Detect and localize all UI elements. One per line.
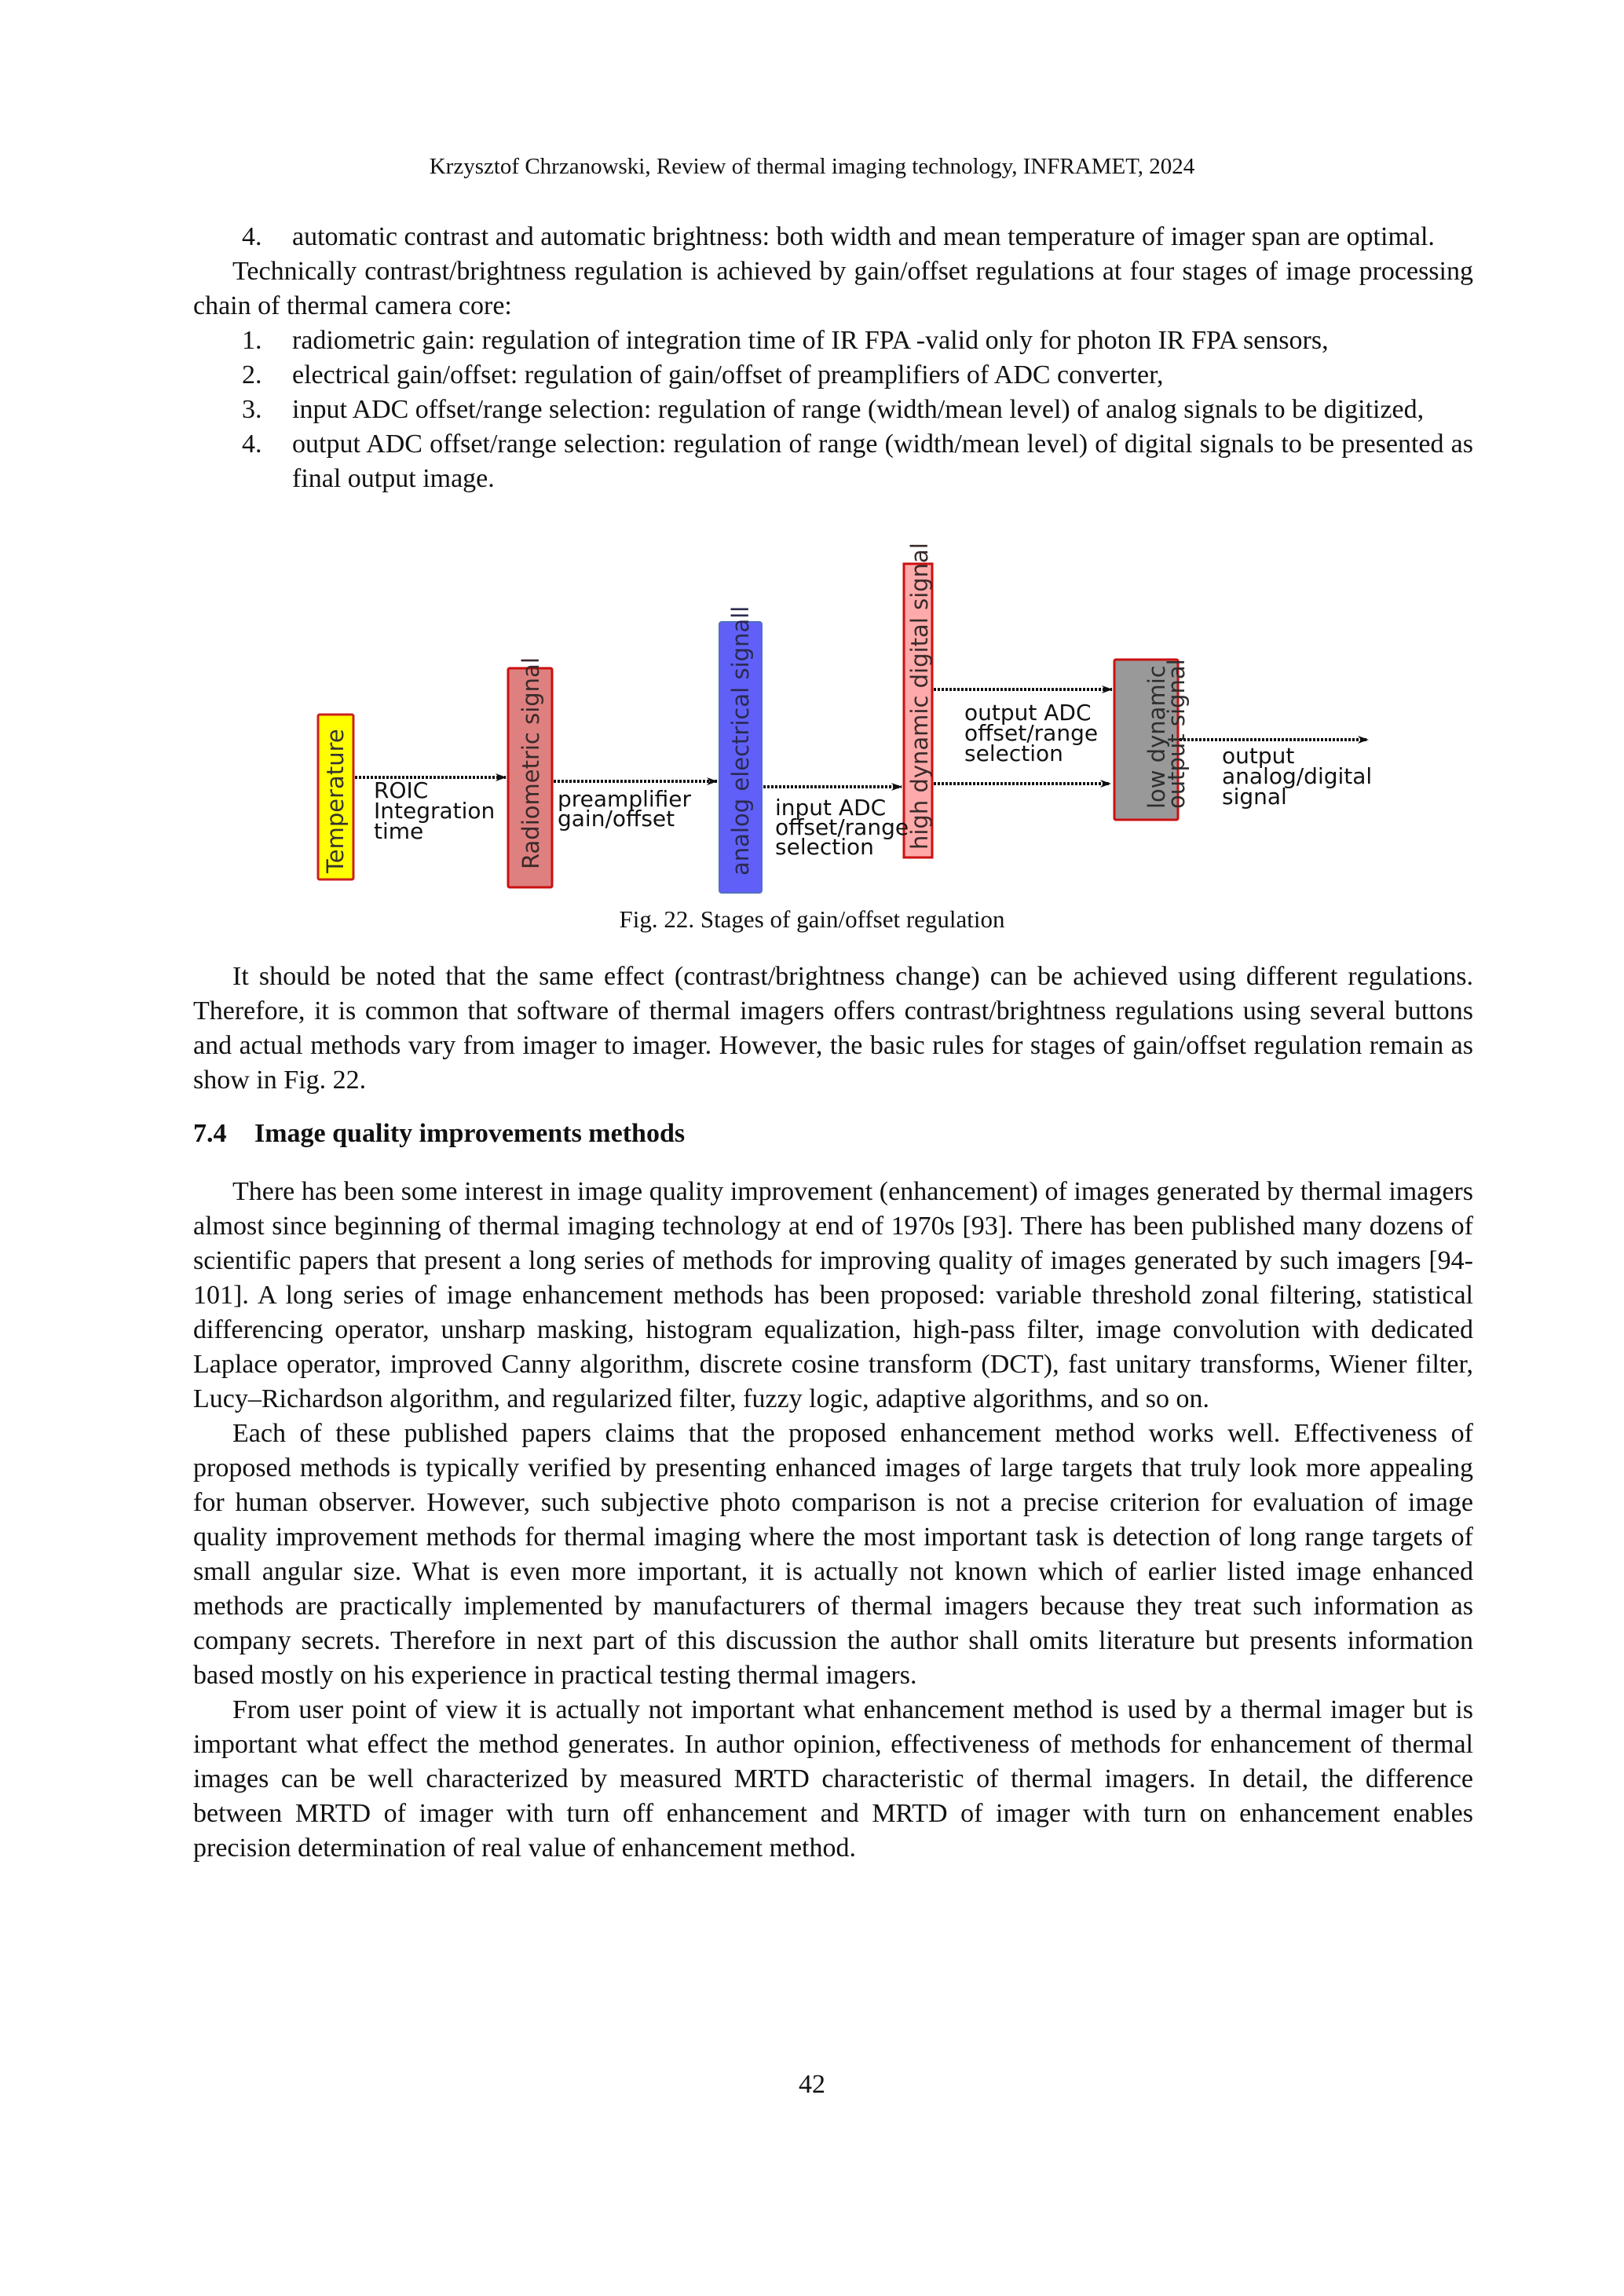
section-paragraph: From user point of view it is actually not important what enhancement method is used by a thermal imager but is important what effect the method generates. In author opinion, effectiveness of methods for enhancement of thermal images can be well characterized by measured MRTD characteristic of thermal imagers. In detail, the difference between MRTD of imager with turn off enhancement and MRTD of imager with turn on enhancement enables precision determination of real value of enhancement method. [193, 1695, 1473, 1863]
intro-paragraph: Technically contrast/brightness regulation is achieved by gain/offset regulations at four stages of image processing chain of thermal camera core: [193, 257, 1473, 320]
block-low-dynamic-label-line1: low dynamic [1143, 665, 1170, 809]
section-heading [193, 1117, 1473, 1151]
closing-paragraph: It should be noted that the same effect (contrast/brightness change) can be achieved using different regulations. Therefore, it is common that software of thermal imagers offers contrast/brightness regulations using several buttons and actual methods vary from imager to imager. However, the basic rules for stages of gain/offset regulation remain as show in Fig. 22. [193, 962, 1473, 1095]
edge-label-preamplifier-line: gain/offset [558, 806, 675, 832]
block-analog [719, 606, 762, 893]
list-number: 4. [242, 430, 262, 459]
figure-caption: Fig. 22. Stages of gain/offset regulation [619, 905, 1005, 933]
section-paragraph: There has been some interest in image quality improvement (enhancement) of images generated by thermal imagers almost since beginning of thermal imaging technology at end of 1970s [93]. There has been published many dozens of scientific papers that present a long series of methods for improving quality of images generated by such imagers [94-101]. A long series of image enhancement methods has been proposed: variable threshold zonal filtering, statistical differencing operator, unsharp masking, histogram equalization, high-pass filter, image convolution with dedicated Laplace operator, improved Canny algorithm, discrete cosine transform (DCT), fast unitary transforms, Wiener filter, Lucy–Richardson algorithm, and regularized filter, fuzzy logic, adaptive algorithms, and so on. [193, 1177, 1473, 1413]
block-temperature-label: Temperature [322, 729, 349, 873]
edge-label-roic-line: ROIC [374, 777, 429, 803]
block-low-dynamic [1114, 659, 1190, 820]
page-number: 42 [799, 2070, 825, 2099]
edge-label-roic-line: time [374, 818, 424, 844]
list-number: 4. [242, 222, 262, 251]
section-paragraph: Each of these published papers claims that the proposed enhancement method works well. Effectiveness of proposed methods is typically verified by presenting enhanced images of large targets that truly look more appealing for human observer. However, such subjective photo comparison is not a precise criterion for evaluation of image quality improvement methods for thermal imaging where the most important task is detection of long range targets of small angular size. What is even more important, it is actually not known which of earlier listed image enhanced methods are practically implemented by manufacturers of thermal imagers because they treat such information as company secrets. Therefore in next part of this discussion the author shall omits literature but presents information based mostly on his experience in practical testing thermal imagers. [193, 1419, 1473, 1690]
edge-label-output [1222, 743, 1372, 810]
edge-label-output-adc-line: output ADC [964, 700, 1092, 726]
edge-label-output-adc-line: offset/range [964, 720, 1099, 746]
block-radiometric [508, 657, 552, 887]
edge-label-output-line: signal [1222, 784, 1287, 810]
edge-label-output-adc [964, 700, 1098, 766]
edge-label-roic [374, 777, 495, 844]
section-title: Image quality improvements methods [254, 1119, 686, 1148]
running-header: Krzysztof Chrzanowski, Review of thermal imaging technology, INFRAMET, 2024 [429, 154, 1195, 179]
list-text: output ADC offset/range selection: regulation of range (width/mean level) of digital signals to be presented as final output image. [292, 430, 1473, 493]
block-low-dynamic-label-line2: output signal [1163, 659, 1190, 809]
edge-label-preamplifier-line: preamplifier [558, 786, 692, 812]
list-text: electrical gain/offset: regulation of gain/offset of preamplifiers of ADC converter, [292, 360, 1164, 389]
list-number: 3. [242, 395, 262, 424]
edge-label-preamplifier [558, 786, 692, 832]
edge-label-input-adc-line: selection [775, 834, 874, 860]
block-high-dynamic [904, 543, 933, 857]
edge-label-roic-line: Integration [374, 798, 496, 824]
edge-label-output-line: output [1222, 743, 1295, 769]
gain-offset-diagram [0, 0, 1624, 942]
list-text: automatic contrast and automatic brightness: both width and mean temperature of imager span are optimal. [292, 222, 1435, 251]
block-temperature [318, 715, 353, 879]
list-number: 2. [242, 360, 262, 389]
edge-label-input-adc [775, 795, 909, 860]
block-high-dynamic-label: high dynamic digital signal [906, 543, 933, 850]
edge-label-input-adc-line: offset/range [775, 814, 909, 840]
edge-label-output-line: analog/digital [1222, 763, 1373, 789]
block-analog-label: analog electrical signall [727, 605, 754, 876]
list-text: radiometric gain: regulation of integration time of IR FPA -valid only for photon IR FPA sensors, [292, 326, 1329, 355]
edge-label-input-adc-line: input ADC [775, 795, 887, 821]
edge-label-output-adc-line: selection [964, 740, 1063, 766]
list-text: input ADC offset/range selection: regulation of range (width/mean level) of analog signals to be digitized, [292, 395, 1425, 424]
block-radiometric-label: Radiometric signal [518, 657, 544, 869]
section-number: 7.4 [193, 1119, 227, 1148]
post-figure-text [193, 960, 1473, 1866]
list-number: 1. [242, 326, 262, 355]
